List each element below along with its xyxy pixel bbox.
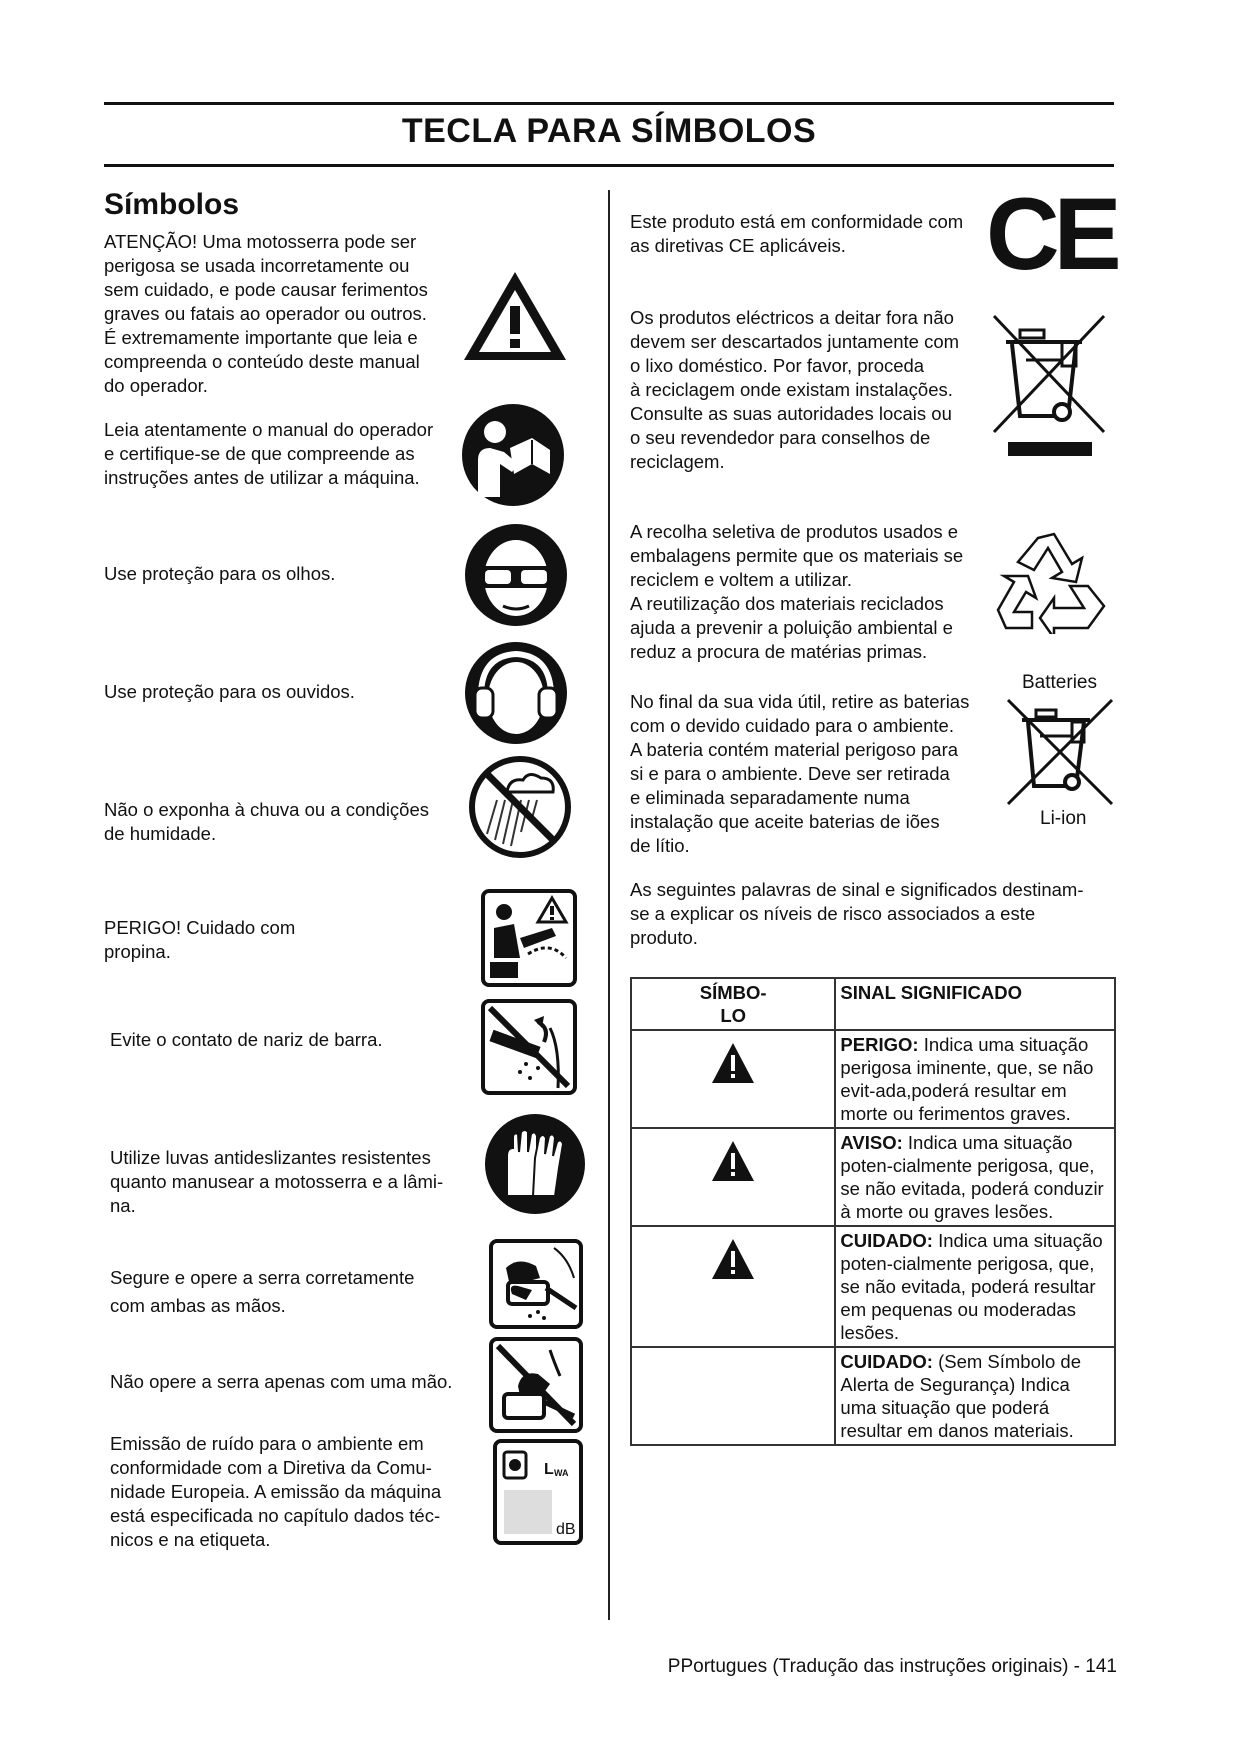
no-rain-text: Não o exponha à chuva ou a condições de humidade. <box>104 799 430 844</box>
header-top-rule <box>104 102 1114 105</box>
battery-bin-icon <box>1004 696 1116 808</box>
read-manual-icon <box>460 402 566 508</box>
table-header-symbol: SÍMBO- LO <box>631 978 835 1030</box>
signal-meaning: Indica uma situação poten-cialmente perigosa, que, se não evitada, poderá resultar em pequenas ou moderadas lesões. <box>840 1230 1103 1343</box>
table-symbol-cell <box>631 1347 835 1445</box>
noise-emission-text: Emissão de ruído para o ambiente em conformidade com a Diretiva da Comu- nidade Europeia. A emissão da máquina está especificada no capítulo dados téc- nicos e na etiqueta. <box>110 1433 442 1550</box>
weee-bin-icon <box>990 312 1108 460</box>
gloves-icon <box>483 1112 587 1216</box>
table-symbol-cell <box>631 1128 835 1226</box>
ear-protection-text: Use proteção para os ouvidos. <box>104 681 355 702</box>
two-hands-text: Segure e opere a serra corretamente com ambas as mãos. <box>110 1267 415 1316</box>
table-row <box>631 1347 1115 1445</box>
noise-emission-icon <box>492 1438 584 1546</box>
kickback-text: PERIGO! Cuidado com propina. <box>104 917 296 962</box>
column-divider <box>608 190 610 1620</box>
signal-word: AVISO: <box>840 1132 903 1153</box>
svg-text:dB: dB <box>556 1521 576 1538</box>
table-meaning-cell <box>835 1030 1115 1128</box>
table-meaning-cell <box>835 1128 1115 1226</box>
signal-table <box>630 977 1116 1446</box>
section-title: Símbolos <box>104 188 240 221</box>
signal-intro-text: As seguintes palavras de sinal e significados destinam- se a explicar os níveis de risco associados a este produto. <box>630 879 1084 948</box>
warning-text: ATENÇÃO! Uma motosserra pode ser perigosa se usada incorretamente ou sem cuidado, e pode causar ferimentos graves ou fatais ao operador ou outros. É extremamente importante que leia e compreenda o conteúdo deste manual do operador. <box>104 231 428 396</box>
signal-meaning: (Sem Símbolo de Alerta de Segurança) Indica uma situação que poderá resultar em danos materiais. <box>840 1351 1081 1441</box>
battery-label-top: Batteries <box>1022 672 1097 693</box>
recycle-icon <box>992 526 1114 634</box>
ear-protection-icon <box>463 640 569 746</box>
bar-nose-text: Evite o contato de nariz de barra. <box>110 1029 383 1050</box>
table-header-row <box>631 978 1115 1030</box>
eye-protection-icon <box>463 522 569 628</box>
kickback-danger-icon <box>480 888 578 988</box>
table-row <box>631 1128 1115 1226</box>
no-one-hand-text: Não opere a serra apenas com uma mão. <box>110 1371 453 1392</box>
two-hands-icon <box>488 1238 584 1330</box>
weee-text: Os produtos eléctricos a deitar fora não devem ser descartados juntamente com o lixo doméstico. Por favor, proceda à reciclagem onde existam instalações. Consulte as suas autoridades locais ou o seu revendedor para conselhos de reciclagem. <box>630 307 960 472</box>
no-one-hand-icon <box>488 1336 584 1434</box>
table-row <box>631 1030 1115 1128</box>
page-footer: PPortugues (Tradução das instruções originais) - 141 <box>667 1656 1117 1677</box>
svg-text:WA: WA <box>554 1468 569 1478</box>
table-meaning-cell <box>835 1226 1115 1347</box>
ce-text: Este produto está em conformidade com as diretivas CE aplicáveis. <box>630 211 964 256</box>
svg-text:L: L <box>544 1461 554 1478</box>
table-meaning-cell <box>835 1347 1115 1445</box>
eye-protection-text: Use proteção para os olhos. <box>104 563 336 584</box>
page-title: TECLA PARA SÍMBOLOS <box>401 112 817 150</box>
signal-meaning: Indica uma situação perigosa iminente, que, se não evit-ada,poderá resultar em morte ou ferimentos graves. <box>840 1034 1094 1124</box>
battery-label-bottom: Li-ion <box>1040 808 1087 829</box>
read-manual-text: Leia atentamente o manual do operador e certifique-se de que compreende as instruções antes de utilizar a máquina. <box>104 419 434 488</box>
warning-triangle-icon <box>710 1041 756 1085</box>
signal-meaning: Indica uma situação poten-cialmente perigosa, que, se não evitada, poderá conduzir à morte ou graves lesões. <box>840 1132 1104 1222</box>
header-bottom-rule <box>104 164 1114 167</box>
signal-word: CUIDADO: <box>840 1351 933 1372</box>
gloves-text: Utilize luvas antideslizantes resistentes quanto manusear a motosserra e a lâmi- na. <box>110 1147 444 1216</box>
table-header-meaning: SINAL SIGNIFICADO <box>835 978 1115 1030</box>
ce-mark-icon: CE <box>986 177 1116 291</box>
warning-triangle-icon <box>710 1237 756 1281</box>
signal-word: PERIGO: <box>840 1034 919 1055</box>
bar-nose-contact-icon <box>480 998 578 1096</box>
table-row <box>631 1226 1115 1347</box>
warning-triangle-icon <box>460 268 570 364</box>
battery-text: No final da sua vida útil, retire as baterias com o devido cuidado para o ambiente. A bateria contém material perigoso para si e para o ambiente. Deve ser retirada e eliminada separadamente numa instalação que aceite baterias de iões de lítio. <box>630 691 970 856</box>
no-rain-icon <box>467 754 573 860</box>
signal-word: CUIDADO: <box>840 1230 933 1251</box>
warning-triangle-icon <box>710 1139 756 1183</box>
recycle-text: A recolha seletiva de produtos usados e embalagens permite que os materiais se reciclem e voltem a utilizar. A reutilização dos materiais reciclados ajuda a prevenir a poluição ambiental e reduz a procura de matérias primas. <box>630 521 964 662</box>
table-symbol-cell <box>631 1226 835 1347</box>
table-symbol-cell <box>631 1030 835 1128</box>
